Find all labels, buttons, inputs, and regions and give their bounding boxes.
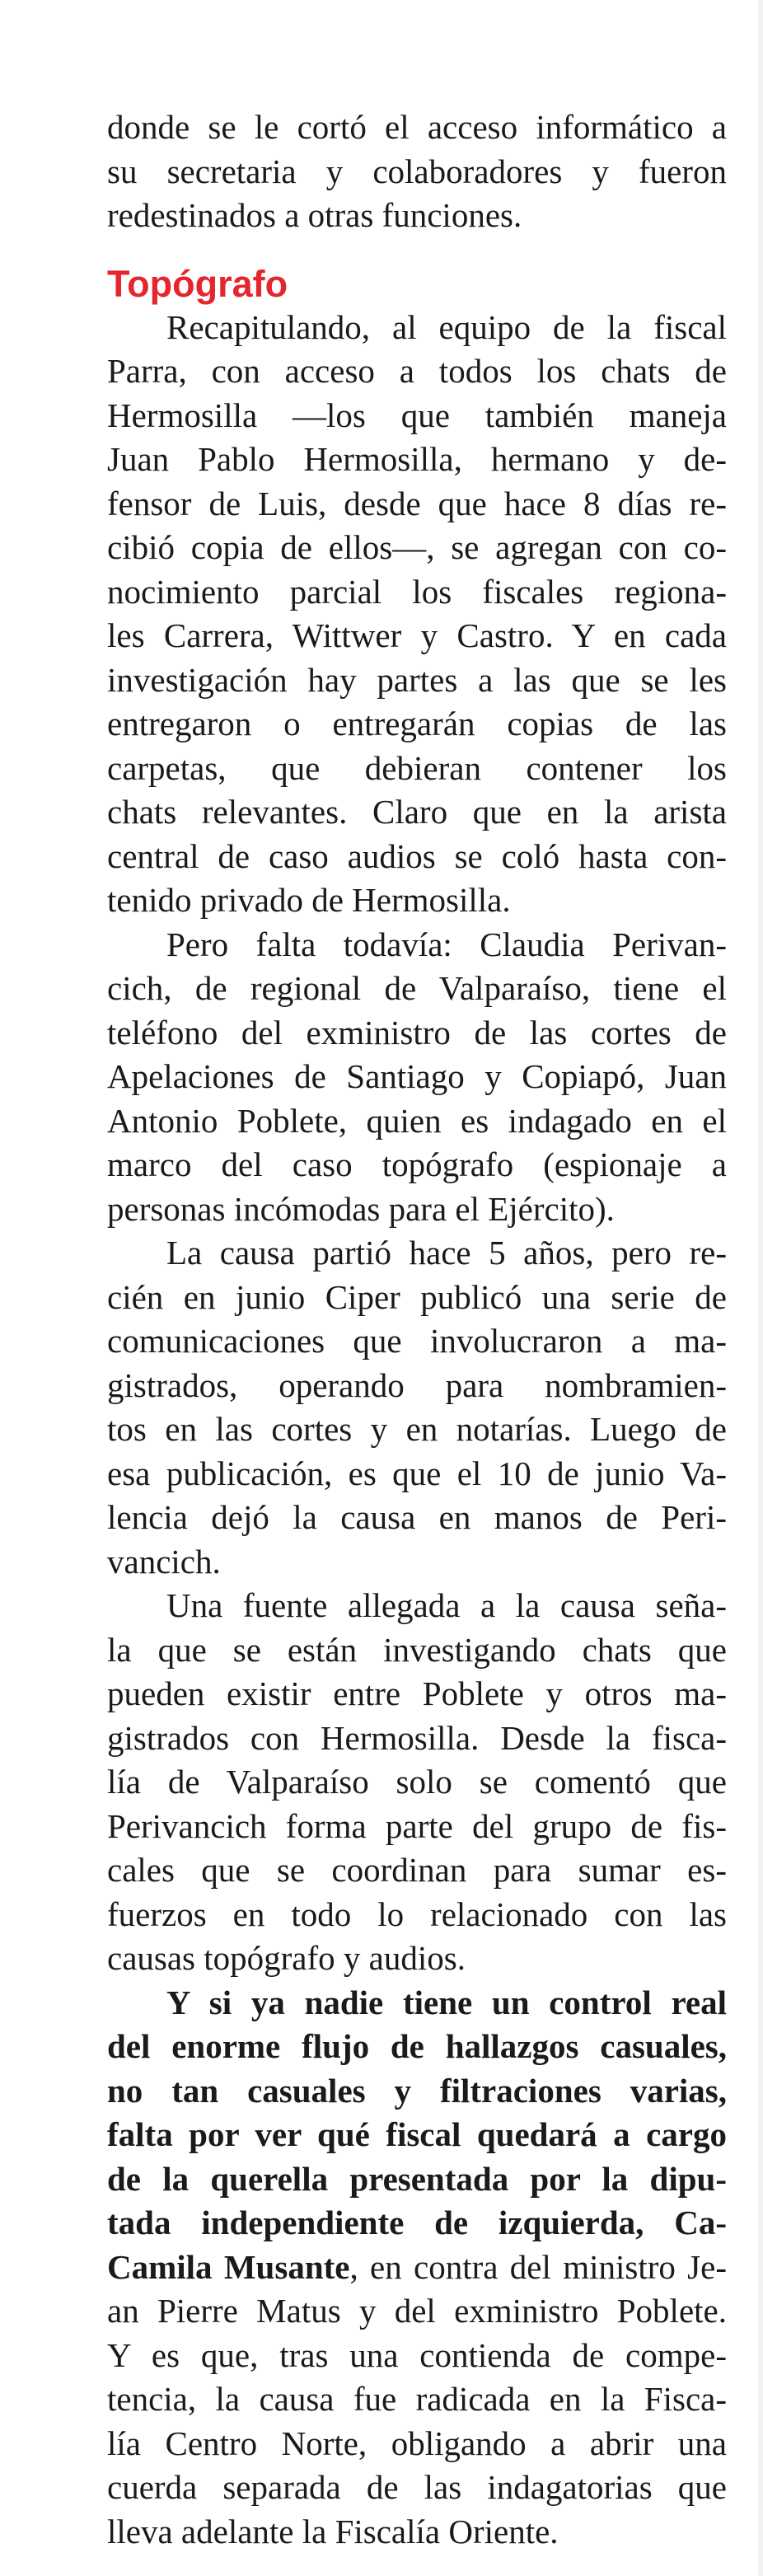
text-line: Parra, con acceso a todos los chats de <box>107 352 727 390</box>
text-line: nocimiento parcial los fiscales regiona- <box>107 572 727 611</box>
article-column <box>107 105 727 2554</box>
text-line: lencia dejó la causa en manos de Peri- <box>107 1498 727 1536</box>
text-line: Hermosilla —los que también maneja <box>107 396 727 434</box>
text-line: fuerzos en todo lo relacionado con las <box>107 1895 727 1933</box>
section-heading: Topógrafo <box>107 262 288 305</box>
text-line: redestinados a otras funciones. <box>107 196 522 234</box>
paragraph-5 <box>107 1981 727 2555</box>
text-line: su secretaria y colaboradores y fueron <box>107 152 727 190</box>
paragraph-4 <box>107 1584 727 1981</box>
text-line: fensor de Luis, desde que hace 8 días re- <box>107 484 727 522</box>
text-line: cibió copia de ellos—, se agregan con co- <box>107 528 727 566</box>
text-line: tencia, la causa fue radicada en la Fisca- <box>107 2380 727 2418</box>
text-line: Juan Pablo Hermosilla, hermano y de- <box>107 440 727 478</box>
text-line: cién en junio Ciper publicó una serie de <box>107 1277 727 1316</box>
intro-paragraph <box>107 105 727 238</box>
text-line: gistrados, operando para nombramien- <box>107 1365 727 1404</box>
paragraph-1 <box>107 306 727 923</box>
text-line: Apelaciones de Santiago y Copiapó, Juan <box>107 1057 727 1095</box>
text-line: entregaron o entregarán copias de las <box>107 705 727 742</box>
text-line: cich, de regional de Valparaíso, tiene el <box>107 969 727 1007</box>
text-line: personas incómodas para el Ejército). <box>107 1189 615 1228</box>
text-line: cales que se coordinan para sumar es- <box>107 1851 727 1889</box>
text-line: teléfono del exministro de las cortes de <box>107 1013 727 1051</box>
text-line: Antonio Poblete, quien es indagado en el <box>107 1101 727 1140</box>
text-line: donde se le cortó el acceso informático a <box>107 108 727 146</box>
text-line: investigación hay partes a las que se les <box>107 660 727 699</box>
bold-text-line: no tan casuales y filtraciones varias, <box>107 2071 727 2110</box>
text-line: pueden existir entre Poblete y otros ma- <box>107 1674 727 1712</box>
text-fragment: , en contra del ministro Je- <box>349 2247 727 2286</box>
text-line: chats relevantes. Claro que en la arista <box>107 793 727 831</box>
text-line: carpetas, que debieran contener los <box>107 748 727 787</box>
text-line: lía de Valparaíso solo se comentó que <box>107 1763 727 1801</box>
text-line: lía Centro Norte, obligando a abrir una <box>107 2424 727 2462</box>
bold-name: Camila Musante <box>107 2247 350 2286</box>
text-line: Pero falta todavía: Claudia Perivan- <box>166 925 727 963</box>
text-line: causas topógrafo y audios. <box>107 1939 466 1977</box>
text-line: vancich. <box>107 1542 221 1581</box>
bold-text-line: Y si ya nadie tiene un control real <box>166 1983 727 2021</box>
text-line: gistrados con Hermosilla. Desde la fisca- <box>107 1718 727 1757</box>
text-line: an Pierre Matus y del exministro Poblete. <box>107 2292 727 2330</box>
page-edge-shade <box>758 0 763 2576</box>
text-line: Una fuente allegada a la causa seña- <box>166 1586 727 1624</box>
paragraph-2 <box>107 923 727 1232</box>
text-line: les Carrera, Wittwer y Castro. Y en cada <box>107 616 727 654</box>
text-line: lleva adelante la Fiscalía Oriente. <box>107 2512 559 2550</box>
text-line: la que se están investigando chats que <box>107 1630 727 1669</box>
bold-text-line: tada independiente de izquierda, Ca- <box>107 2204 727 2241</box>
text-line: comunicaciones que involucraron a ma- <box>107 1322 727 1360</box>
text-line: esa publicación, es que el 10 de junio Va- <box>107 1454 727 1492</box>
text-line: tos en las cortes y en notarías. Luego de <box>107 1410 727 1448</box>
bold-text-line: falta por ver qué fiscal quedará a cargo <box>107 2115 727 2153</box>
text-line: marco del caso topógrafo (espionaje a <box>107 1145 727 1183</box>
text-line: Recapitulando, al equipo de la fiscal <box>166 307 727 346</box>
text-line: La causa partió hace 5 años, pero re- <box>166 1234 727 1272</box>
text-line: Y es que, tras una contienda de compe- <box>107 2335 727 2374</box>
text-line: central de caso audios se coló hasta con- <box>107 836 727 875</box>
bold-text-line: del enorme flujo de hallazgos casuales, <box>107 2027 727 2065</box>
text-line: Perivancich forma parte del grupo de fis- <box>107 1806 727 1845</box>
text-line: cuerda separada de las indagatorias que <box>107 2468 727 2506</box>
bold-text-line: de la querella presentada por la dipu- <box>107 2159 727 2198</box>
text-line: tenido privado de Hermosilla. <box>107 881 511 919</box>
text-line <box>107 2246 727 2290</box>
paragraph-3 <box>107 1231 727 1584</box>
